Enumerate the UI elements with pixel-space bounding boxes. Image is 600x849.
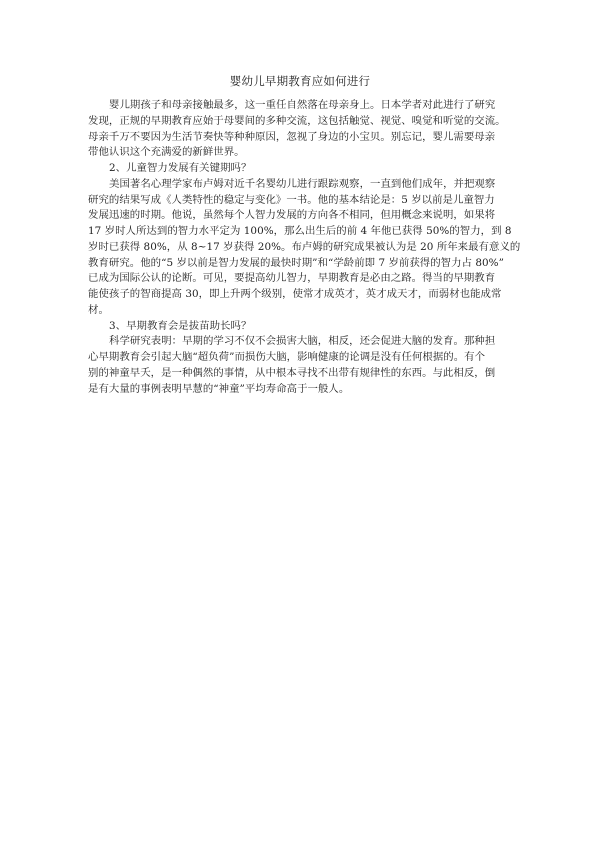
text-line: 教育研究。他的“5 岁以前是智力发展的最快时期”和“学龄前即 7 岁前获得的智力占 80%” (88, 256, 504, 269)
text-line: 2、儿童智力发展有关键期吗？ (109, 162, 252, 174)
text-line: 别的神童早夭，是一种偶然的事情，从中根本寻找不出带有规律性的东西。与此相反，倒 (88, 366, 496, 379)
text-line: 发展迅速的时期。他说，虽然每个人智力发展的方向各不相同，但用概念来说明，如果将 (88, 209, 496, 222)
text-line: 母亲千万不要因为生活节奏快等种种原因，忽视了身边的小宝贝。别忘记，婴儿需要母亲 (88, 130, 496, 143)
text-line: 是有大量的事例表明早慧的“神童”平均寿命高于一般人。 (88, 382, 350, 395)
text-line: 发现，正规的早期教育应始于母婴间的多种交流，这包括触觉、视觉、嗅觉和听觉的交流。 (88, 114, 506, 127)
text-line: 科学研究表明：早期的学习不仅不会损害大脑，相反，还会促进大脑的发育。那种担 (109, 335, 496, 348)
text-line: 17 岁时人所达到的智力水平定为 100%，那么出生后的前 4 年他已获得 50%的智力，到 8 (88, 225, 512, 237)
text-line: 材。 (88, 303, 109, 316)
text-line: 美国著名心理学家布卢姆对近千名婴幼儿进行跟踪观察，一直到他们成年，并把观察 (109, 177, 496, 190)
document-title: 婴幼儿早期教育应如何进行 (229, 74, 371, 88)
text-line: 岁时已获得 80%，从 8~17 岁获得 20%。布卢姆的研究成果被认为是 20 所年来最有意义的 (88, 240, 521, 253)
text-line: 3、早期教育会是拔苗助长吗？ (109, 319, 252, 332)
document-body (88, 98, 524, 397)
text-line: 已成为国际公认的论断。可见，要提高幼儿智力，早期教育是必由之路。得当的早期教育 (88, 272, 496, 285)
text-line: 心早期教育会引起大脑“超负荷”而损伤大脑，影响健康的论调是没有任何根据的。有个 (88, 351, 486, 363)
text-line: 婴儿期孩子和母亲接触最多，这一重任自然落在母亲身上。日本学者对此进行了研究 (109, 99, 496, 111)
text-line: 能使孩子的智商提高 30，即上升两个级别，使常才成英才，英才成天才，而弱材也能成常 (88, 288, 502, 300)
text-line: 带他认识这个充满爱的新鲜世界。 (88, 146, 245, 159)
text-line: 研究的结果写成《人类特性的稳定与变化》一书。他的基本结论是：5 岁以前是儿童智力 (88, 193, 495, 206)
